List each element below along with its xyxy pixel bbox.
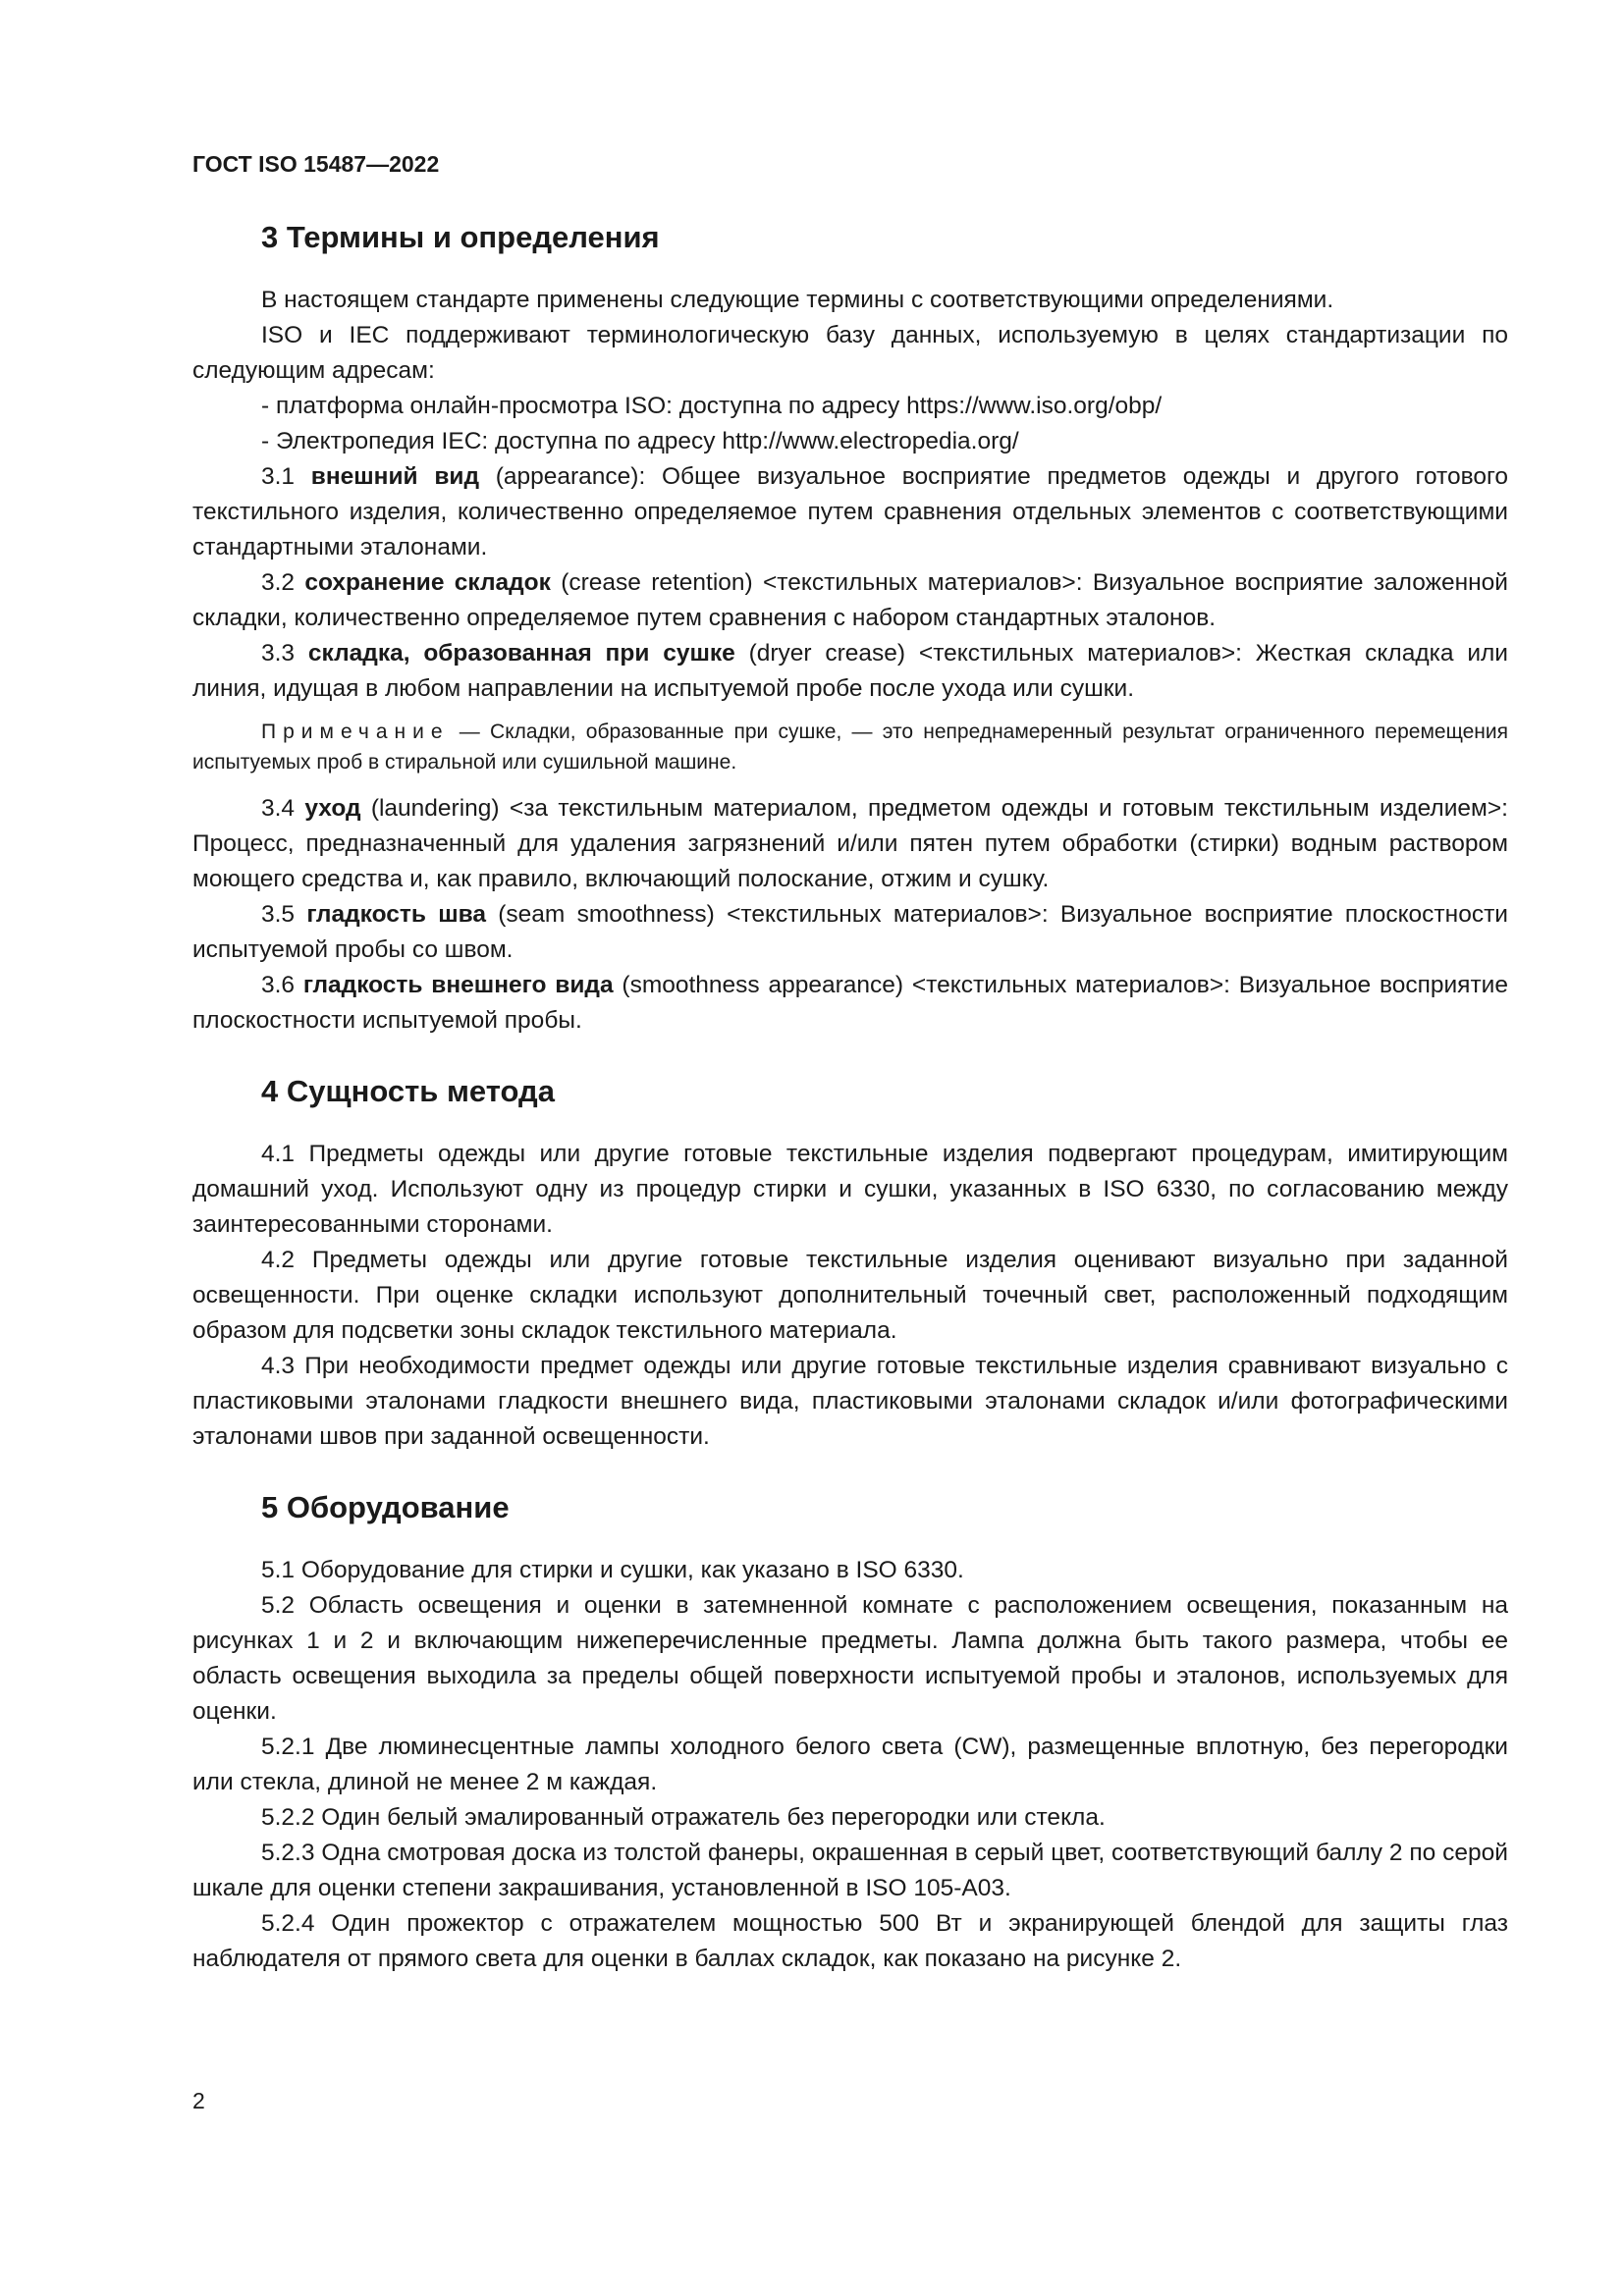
note-label: Примечание xyxy=(261,721,450,743)
paragraph-4-1: 4.1 Предметы одежды или другие готовые текстильные изделия подвергают процедурам, имитирующим домашний уход. Используют одну из процедур стирки и сушки, указанных в ISO 6330, по согласованию между заинтересованными сторонами. xyxy=(192,1141,1508,1238)
term-number: 3.2 xyxy=(261,569,305,596)
term-definition: (seam smoothness) <текстильных материалов>: Визуальное восприятие плоскостности испытуемой пробы со швом. xyxy=(192,901,1508,963)
term-3-3 xyxy=(192,636,1508,707)
bullet-electropedia: - Электропедия IEC: доступна по адресу http://www.electropedia.org/ xyxy=(261,428,1019,454)
section-3-intro-1: В настоящем стандарте применены следующие термины с соответствующими определениями. xyxy=(261,287,1334,313)
term-name: гладкость внешнего вида xyxy=(302,972,614,998)
section-3-intro-2: ISO и IEC поддерживают терминологическую базу данных, используемую в целях стандартизации по следующим адресам: xyxy=(192,322,1508,384)
term-number: 3.4 xyxy=(261,795,305,822)
paragraph-5-2: 5.2 Область освещения и оценки в затемненной комнате с расположением освещения, показанным на рисунках 1 и 2 и включающим нижеперечисленные предметы. Лампа должна быть такого размера, чтобы ее область освещения выходила за пределы общей поверхности испытуемой пробы и эталонов, используемых для оценки. xyxy=(192,1592,1508,1725)
term-definition: (appearance): Общее визуальное восприятие предметов одежды и другого готового текстильного изделия, количественно определяемое путем сравнения отдельных элементов с соответствующими стандартными эталонами. xyxy=(192,463,1508,561)
term-3-5 xyxy=(192,897,1508,968)
term-3-2 xyxy=(192,565,1508,636)
term-definition: (crease retention) <текстильных материалов>: Визуальное восприятие заложенной складки, количественно определяемое путем сравнения с набором стандартных эталонов. xyxy=(192,569,1508,631)
term-number: 3.3 xyxy=(261,640,308,667)
term-definition: (smoothness appearance) <текстильных материалов>: Визуальное восприятие плоскостности испытуемой пробы. xyxy=(192,972,1508,1034)
page-number: 2 xyxy=(192,2088,205,2113)
paragraph-4-3: 4.3 При необходимости предмет одежды или другие готовые текстильные изделия сравнивают визуально с пластиковыми эталонами гладкости внешнего вида, пластиковыми эталонами складок и/или фотографическими эталонами швов при заданной освещенности. xyxy=(192,1353,1508,1450)
paragraph-5-2-4: 5.2.4 Один прожектор с отражателем мощностью 500 Вт и экранирующей блендой для защиты глаз наблюдателя от прямого света для оценки в баллах складок, как показано на рисунке 2. xyxy=(192,1910,1508,1972)
term-name: уход xyxy=(304,795,361,822)
term-3-4 xyxy=(192,791,1508,897)
note-3-3 xyxy=(192,717,1508,777)
section-4-title: 4 Сущность метода xyxy=(261,1074,555,1108)
term-3-1 xyxy=(192,459,1508,565)
term-name: складка, образованная при сушке xyxy=(307,640,735,667)
term-number: 3.6 xyxy=(261,972,303,998)
term-number: 3.5 xyxy=(261,901,307,928)
term-definition: (laundering) <за текстильным материалом, предметом одежды и готовым текстильным изделием>: Процесс, предназначенный для удаления загрязнений и/или пятен путем обработки (стирки) водным раствором моющего средства и, как правило, включающий полоскание, отжим и сушку. xyxy=(192,795,1508,892)
term-definition: (dryer crease) <текстильных материалов>: Жесткая складка или линия, идущая в любом направлении на испытуемой пробе после ухода или сушки. xyxy=(192,640,1508,702)
term-name: гладкость шва xyxy=(306,901,486,928)
term-3-6 xyxy=(192,968,1508,1039)
paragraph-5-2-2: 5.2.2 Один белый эмалированный отражатель без перегородки или стекла. xyxy=(261,1804,1106,1831)
page-content xyxy=(192,218,1508,1977)
section-5-title: 5 Оборудование xyxy=(261,1490,510,1524)
bullet-iso-obp: - платформа онлайн-просмотра ISO: доступна по адресу https://www.iso.org/obp/ xyxy=(261,393,1163,419)
section-3-title: 3 Термины и определения xyxy=(261,220,660,254)
paragraph-5-1: 5.1 Оборудование для стирки и сушки, как указано в ISO 6330. xyxy=(261,1557,964,1583)
paragraph-4-2: 4.2 Предметы одежды или другие готовые текстильные изделия оценивают визуально при заданной освещенности. При оценке складки используют дополнительный точечный свет, расположенный подходящим образом для подсветки зоны складок текстильного материала. xyxy=(192,1247,1508,1344)
term-number: 3.1 xyxy=(261,463,311,490)
note-text: — Складки, образованные при сушке, — это непреднамеренный результат ограниченного перемещения испытуемых проб в стиральной или сушильной машине. xyxy=(192,721,1508,774)
term-name: внешний вид xyxy=(310,463,480,490)
paragraph-5-2-1: 5.2.1 Две люминесцентные лампы холодного белого света (CW), размещенные вплотную, без перегородки или стекла, длиной не менее 2 м каждая. xyxy=(192,1734,1508,1795)
document-id-header: ГОСТ ISO 15487—2022 xyxy=(192,151,440,177)
paragraph-5-2-3: 5.2.3 Одна смотровая доска из толстой фанеры, окрашенная в серый цвет, соответствующий баллу 2 по серой шкале для оценки степени закрашивания, установленной в ISO 105-A03. xyxy=(192,1840,1508,1901)
term-name: сохранение складок xyxy=(304,569,551,596)
